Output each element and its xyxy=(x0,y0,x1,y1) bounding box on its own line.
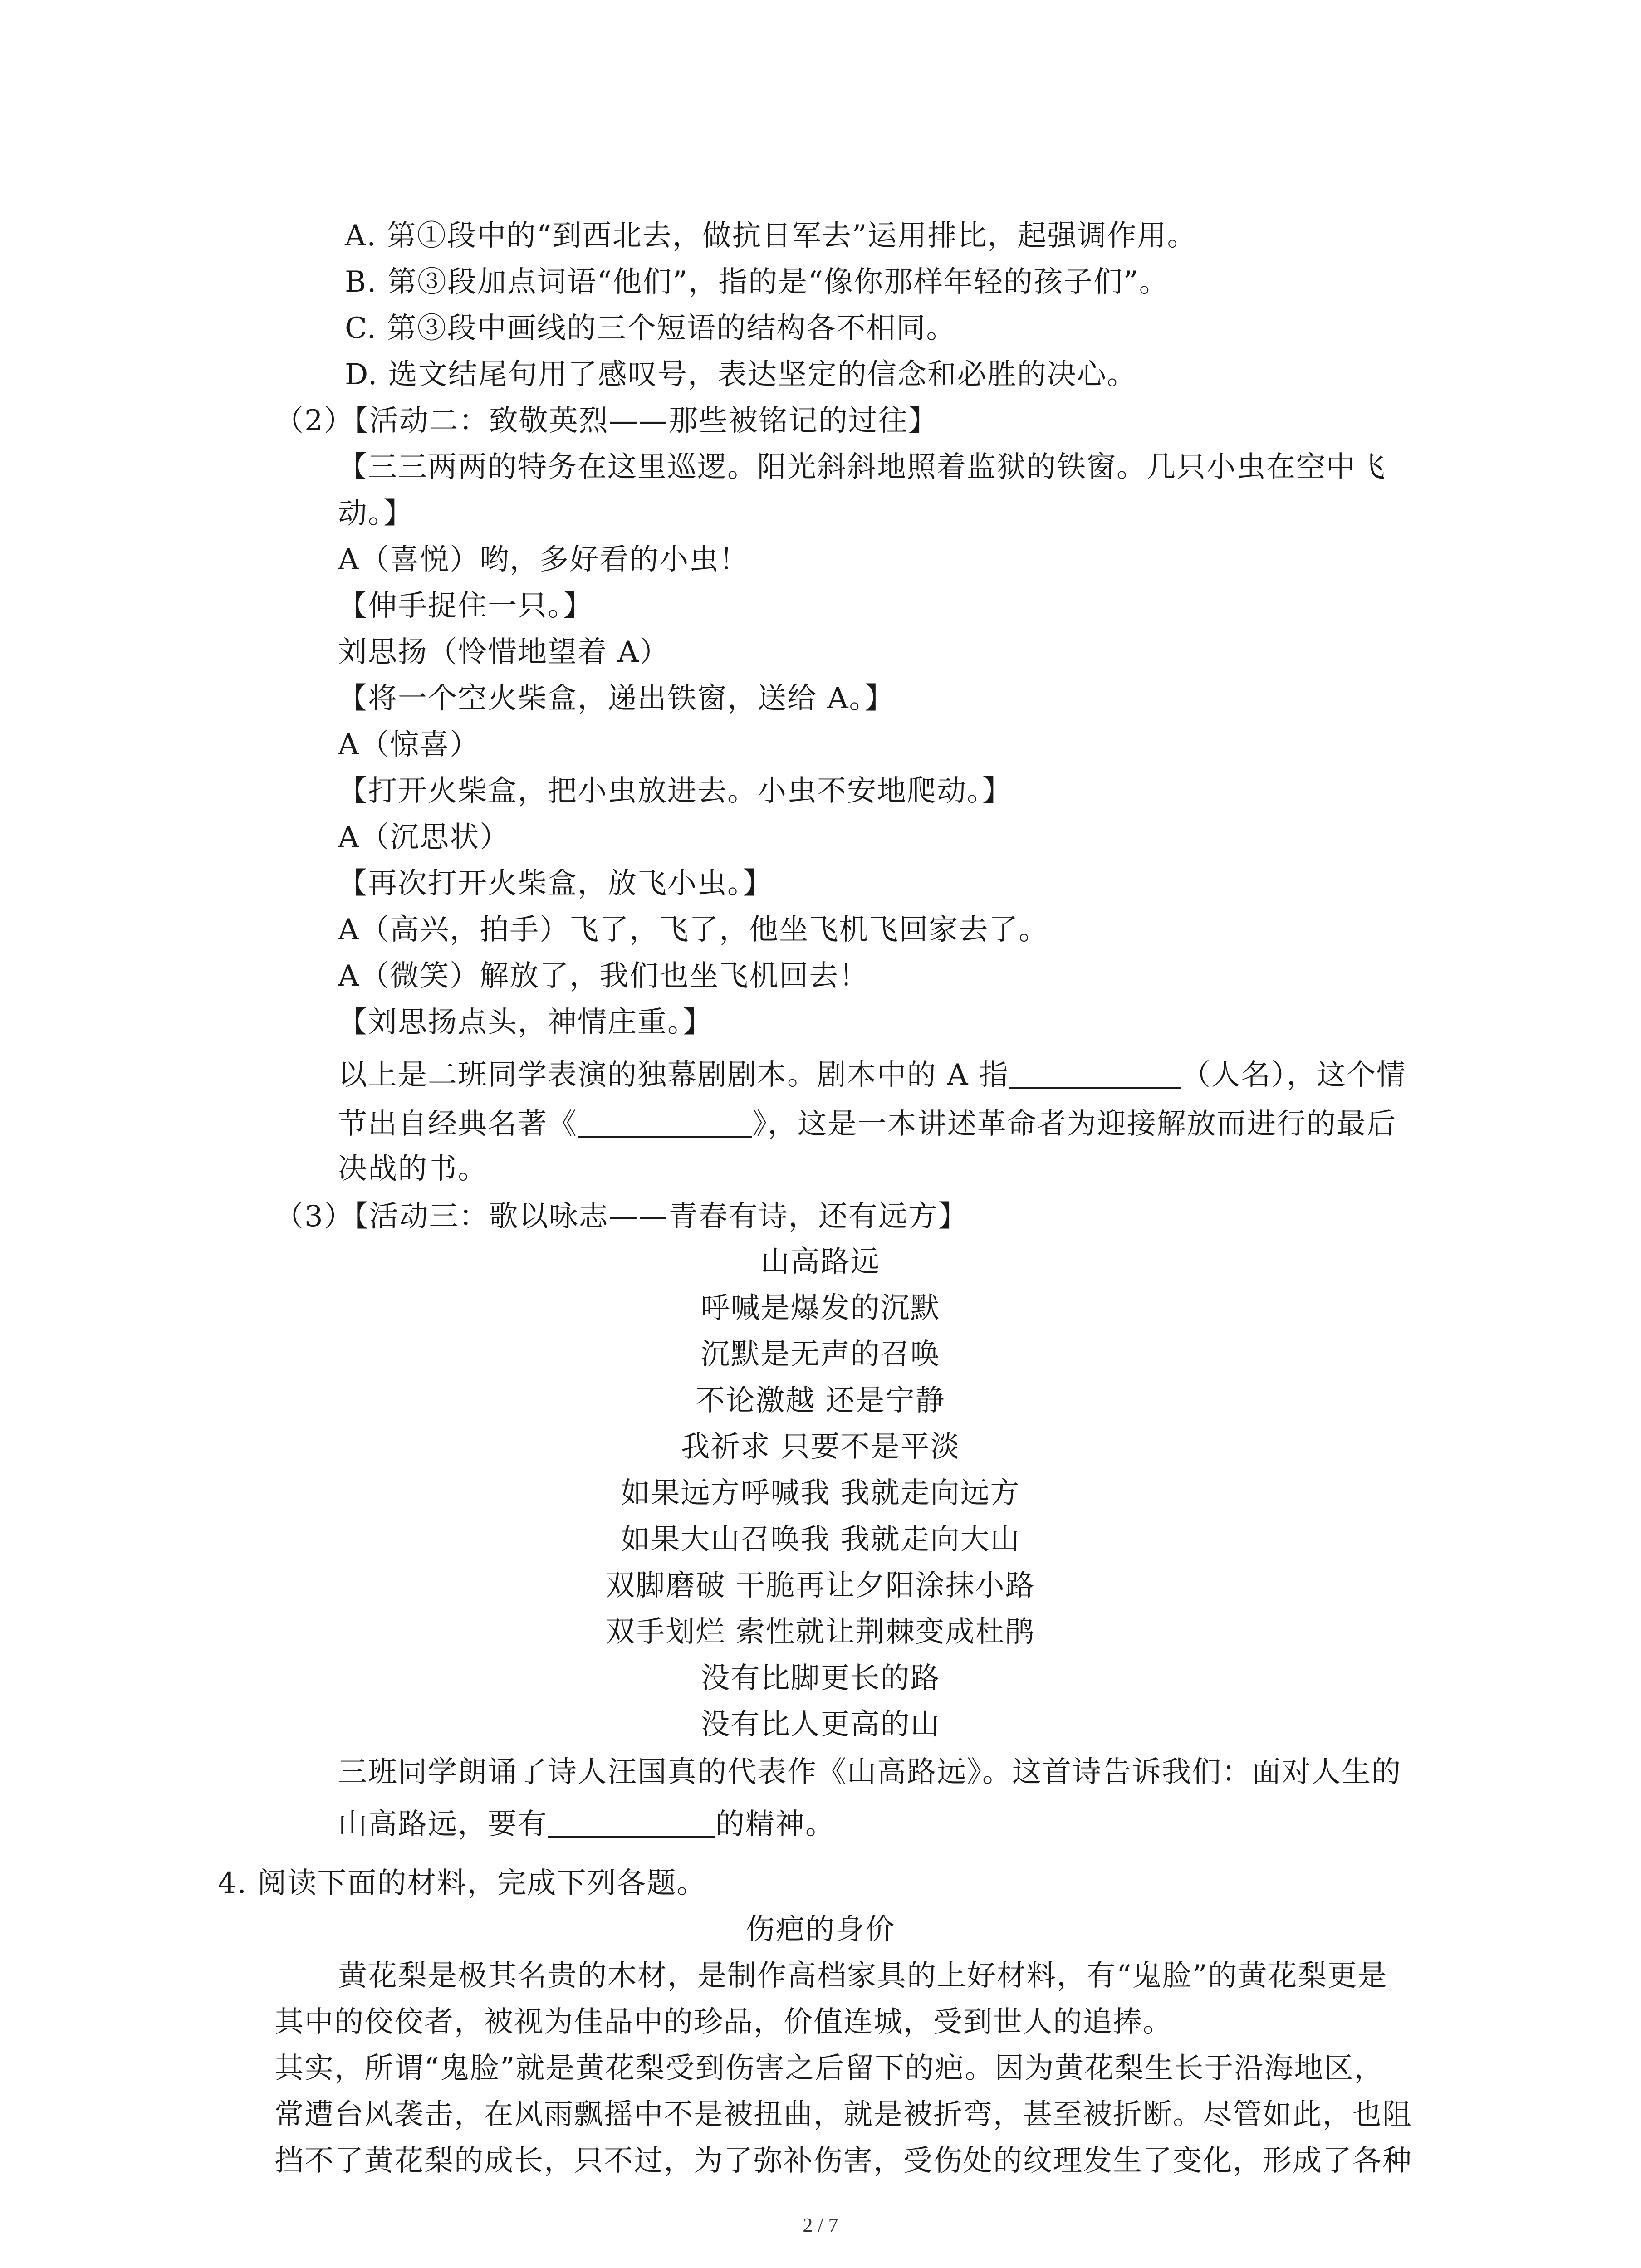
page-number: 2 / 7 xyxy=(803,2214,838,2236)
poem-line: 如果大山召唤我 我就走向大山 xyxy=(621,1523,1020,1556)
question-line: 决战的书。 xyxy=(338,1152,488,1186)
question-line: 节出自经典名著《 》，这是一本讲述革命者为迎接解放而进行的最后 xyxy=(338,1106,1396,1139)
script-line: A（惊喜） xyxy=(338,728,480,762)
passage-line: 其实，所谓“鬼脸”就是黄花梨受到伤害之后留下的疤。因为黄花梨生长于沿海地区， xyxy=(274,2052,1384,2085)
question-line: 以上是二班同学表演的独幕剧剧本。剧本中的 A 指 （人名），这个情 xyxy=(338,1057,1406,1090)
passage-line: 挡不了黄花梨的成长，只不过，为了弥补伤害，受伤处的纹理发生了变化，形成了各种 xyxy=(274,2144,1412,2178)
question-line: 山高路远，要有 的精神。 xyxy=(338,1806,835,1839)
activity3-heading: （3）【活动三：歌以咏志——青春有诗，还有远方】 xyxy=(274,1200,968,1233)
option-c: C. 第③段中画线的三个短语的结构各不相同。 xyxy=(345,312,956,345)
passage-line: 其中的佼佼者，被视为佳品中的珍品，价值连城，受到世人的追捧。 xyxy=(274,2005,1173,2039)
poem-line: 沉默是无声的召唤 xyxy=(700,1338,941,1371)
passage-title: 伤疤的身价 xyxy=(745,1913,896,1946)
script-line: 【刘思扬点头，神情庄重。】 xyxy=(338,1006,713,1039)
script-line: 动。】 xyxy=(338,497,413,530)
poem-line: 双脚磨破 干脆再让夕阳涂抹小路 xyxy=(606,1569,1035,1603)
script-line: 【打开火柴盒，把小虫放进去。小虫不安地爬动。】 xyxy=(338,774,1012,808)
option-b: B. 第③段加点词语“他们”，指的是“像你那样年轻的孩子们”。 xyxy=(345,265,1169,299)
poem-line: 不论激越 还是宁静 xyxy=(696,1384,945,1418)
poem-line: 没有比人更高的山 xyxy=(700,1708,941,1741)
script-line: 【将一个空火柴盒，递出铁窗，送给 A。】 xyxy=(338,682,895,715)
script-line: A（沉思状） xyxy=(338,821,510,854)
script-line: 刘思扬（怜惜地望着 A） xyxy=(338,635,670,669)
passage-line: 常遭台风袭击，在风雨飘摇中不是被扭曲，就是被折弯，甚至被折断。尽管如此，也阻 xyxy=(274,2098,1412,2131)
passage-line: 黄花梨是极其名贵的木材，是制作高档家具的上好材料，有“鬼脸”的黄花梨更是 xyxy=(338,1959,1388,1993)
answer-blank-person-name[interactable] xyxy=(1009,1057,1181,1089)
script-line: A（高兴，拍手）飞了，飞了，他坐飞机飞回家去了。 xyxy=(338,913,1049,947)
poem-line: 我祈求 只要不是平淡 xyxy=(681,1430,960,1464)
poem-line: 没有比脚更长的路 xyxy=(700,1662,941,1695)
script-line: A（微笑）解放了，我们也坐飞机回去！ xyxy=(338,959,869,993)
poem-line: 呼喊是爆发的沉默 xyxy=(700,1291,941,1325)
script-line: 【三三两两的特务在这里巡逻。阳光斜斜地照着监狱的铁窗。几只小虫在空中飞 xyxy=(338,450,1386,484)
poem-line: 双手划烂 索性就让荆棘变成杜鹃 xyxy=(606,1615,1035,1649)
poem-title: 山高路远 xyxy=(760,1245,881,1279)
answer-blank-spirit[interactable] xyxy=(548,1806,715,1838)
question-4-heading: 4. 阅读下面的材料，完成下列各题。 xyxy=(218,1867,707,1900)
option-d: D. 选文结尾句用了感叹号，表达坚定的信念和必胜的决心。 xyxy=(345,358,1137,391)
poem-line: 如果远方呼喊我 我就走向远方 xyxy=(621,1476,1020,1510)
activity2-heading: （2）【活动二：致敬英烈——那些被铭记的过往】 xyxy=(274,404,938,438)
script-line: 【再次打开火柴盒，放飞小虫。】 xyxy=(338,867,773,900)
question-line: 三班同学朗诵了诗人汪国真的代表作《山高路远》。这首诗告诉我们：面对人生的 xyxy=(338,1755,1401,1789)
script-line: 【伸手捉住一只。】 xyxy=(338,589,593,623)
script-line: A（喜悦）哟，多好看的小虫！ xyxy=(338,543,749,577)
option-a: A. 第①段中的“到西北去，做抗日军去”运用排比，起强调作用。 xyxy=(345,219,1197,253)
answer-blank-book-title[interactable] xyxy=(578,1106,752,1138)
